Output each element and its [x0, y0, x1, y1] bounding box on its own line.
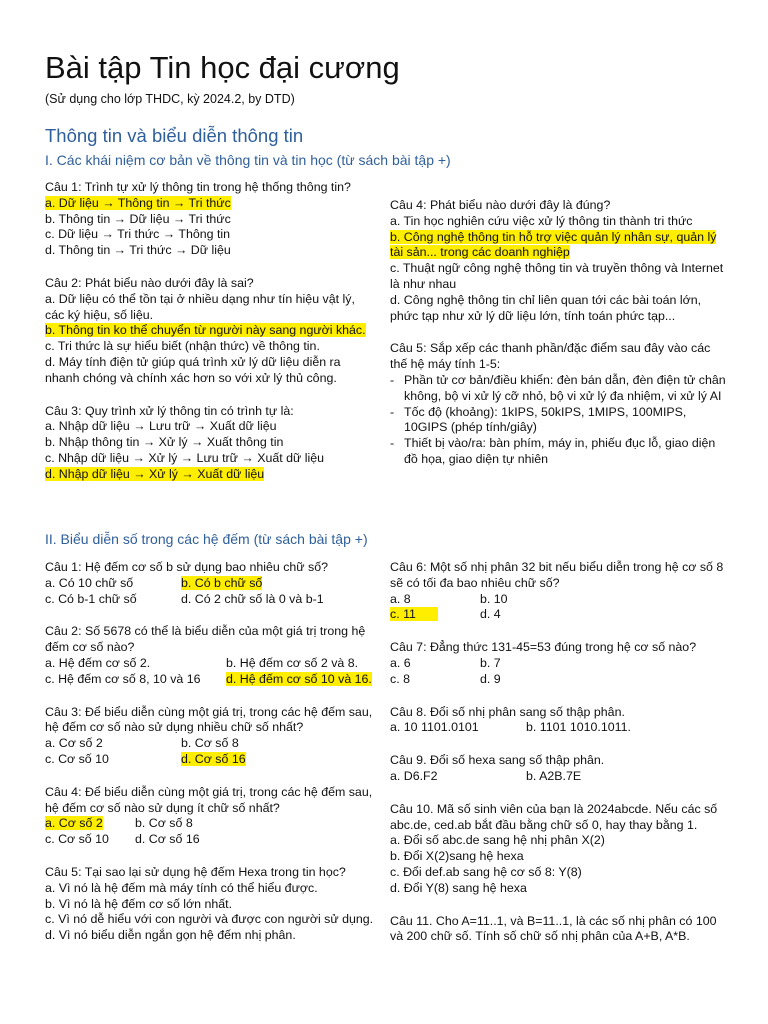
answer-option: c. Vì nó dễ hiểu với con người và được con người sử dụng. — [45, 912, 374, 927]
answer-option: a. Vì nó là hệ đếm mà máy tính có thể hiểu được. — [45, 880, 318, 895]
answer-option: d. Đổi Y(8) sang hệ hexa — [390, 880, 527, 895]
section1-right-column — [390, 198, 730, 485]
answer-option: b. Hệ đếm cơ số 2 và 8. — [226, 655, 359, 670]
answer-highlighted: a. Cơ số 2 — [45, 816, 103, 831]
bullet-text: Tốc độ (khoảng): 1kIPS, 50kIPS, 1MIPS, 100MIPS, 10GIPS (phép tính/giây) — [404, 404, 687, 435]
answer-option: d. Cơ số 16 — [135, 832, 200, 847]
answer-option: d. Vì nó biểu diễn ngắn gọn hệ đếm nhị phân. — [45, 928, 296, 943]
section-heading: Thông tin và biểu diễn thông tin — [45, 125, 304, 146]
answer-option: c. Có b-1 chữ số — [45, 591, 137, 606]
answer-highlighted: b. Có b chữ số — [181, 575, 263, 590]
question-1 — [45, 180, 375, 259]
question-text: Câu 5: Tại sao lại sử dụng hệ đếm Hexa trong tin học? — [45, 864, 346, 879]
answer-option: b. Cơ số 8 — [181, 736, 239, 751]
answer-option: b. 1101 1010.1011. — [526, 720, 631, 735]
question-text: Câu 5: Sắp xếp các thanh phần/đặc điểm sau đây vào các thế hệ máy tính 1-5: — [390, 341, 711, 372]
question-n8 — [390, 705, 730, 737]
page-title: Bài tập Tin học đại cương — [45, 50, 400, 85]
question-n11 — [390, 914, 730, 946]
bullet-item — [390, 436, 730, 468]
question-n2 — [45, 624, 380, 687]
answer-highlighted: a. Dữ liệu → Thông tin → Tri thức — [45, 195, 231, 210]
answer-option: b. A2B.7E — [526, 768, 582, 783]
question-n1 — [45, 560, 380, 607]
page-subtitle: (Sử dụng cho lớp THDC, kỳ 2024.2, by DTD) — [45, 92, 295, 106]
question-4 — [390, 198, 730, 324]
question-text: Câu 11. Cho A=11..1, và B=11..1, là các số nhị phân có 100 và 200 chữ số. Tính số chữ số nhị phân của A+B, A*B. — [390, 913, 717, 944]
answer-option: a. Tin học nghiên cứu việc xử lý thông tin thành tri thức — [390, 213, 693, 228]
question-n3 — [45, 705, 380, 768]
bullet-item — [390, 405, 730, 437]
answer-highlighted: b. Thông tin ko thể chuyển từ người này sang người khác. — [45, 323, 366, 338]
answer-option: c. Đổi def.ab sang hệ cơ số 8: Y(8) — [390, 864, 582, 879]
question-n7 — [390, 640, 730, 687]
question-text: Câu 2: Số 5678 có thể là biểu diễn của một giá trị trong hệ đếm cơ số nào? — [45, 624, 366, 655]
question-text: Câu 4: Phát biểu nào dưới đây là đúng? — [390, 198, 611, 212]
section1-subheading: I. Các khái niệm cơ bản về thông tin và tin học (từ sách bài tập +) — [45, 152, 451, 168]
question-text: Câu 10. Mã số sinh viên của bạn là 2024abcde. Nếu các số abc.de, ced.ab bắt đầu bằng chữ số 0, hay thay bằng 1. — [390, 801, 718, 832]
bullet-dash: - — [390, 436, 395, 451]
answer-option: d. Có 2 chữ số là 0 và b-1 — [181, 591, 324, 606]
section2-left-column — [45, 560, 380, 961]
answer-option: a. D6.F2 — [390, 768, 438, 783]
section1-left-column — [45, 180, 375, 500]
answer-option: a. Hệ đếm cơ số 2. — [45, 655, 151, 670]
question-3 — [45, 404, 375, 483]
answer-option: c. 8 — [390, 671, 410, 686]
bullet-dash: - — [390, 372, 395, 387]
answer-option: b. 7 — [480, 655, 501, 670]
bullet-dash: - — [390, 404, 395, 419]
answer-option: c. Nhập dữ liệu → Xử lý → Lưu trữ → Xuất dữ liệu — [45, 450, 325, 465]
answer-option: a. Có 10 chữ số — [45, 575, 134, 590]
answer-option: b. Cơ số 8 — [135, 816, 193, 831]
question-text: Câu 3: Quy trình xử lý thông tin có trình tự là: — [45, 403, 294, 418]
question-text: Câu 7: Đẳng thức 131-45=53 đúng trong hệ cơ số nào? — [390, 640, 697, 655]
answer-option: c. Tri thức là sự hiểu biết (nhận thức) về thông tin. — [45, 339, 320, 354]
bullet-item — [390, 373, 730, 405]
question-text: Câu 9. Đổi số hexa sang số thập phân. — [390, 753, 605, 768]
answer-option: b. Đổi X(2)sang hệ hexa — [390, 849, 524, 864]
answer-option: a. Nhập dữ liệu → Lưu trữ → Xuất dữ liệu — [45, 419, 277, 434]
question-2 — [45, 276, 375, 387]
answer-highlighted: b. Công nghệ thông tin hỗ trợ việc quản lý nhân sự, quản lý tài sản... trong các doanh nghiệp — [390, 229, 717, 260]
answer-option: a. Đổi số abc.de sang hệ nhị phân X(2) — [390, 833, 605, 848]
question-n10 — [390, 802, 730, 897]
bullet-text: Thiết bị vào/ra: bàn phím, máy in, phiếu đục lỗ, giao diện đồ họa, giao diện tự nhiên — [404, 436, 716, 466]
answer-highlighted: d. Nhập dữ liệu → Xử lý → Xuất dữ liệu — [45, 466, 265, 481]
answer-option: c. Cơ số 10 — [45, 751, 109, 766]
section2-subheading: II. Biểu diễn số trong các hệ đếm (từ sách bài tập +) — [45, 531, 368, 547]
question-text: Câu 2: Phát biểu nào dưới đây là sai? — [45, 275, 254, 290]
question-text: Câu 1: Trình tự xử lý thông tin trong hệ thống thông tin? — [45, 180, 351, 194]
answer-option: a. 10 1101.0101 — [390, 720, 479, 735]
answer-option: d. 9 — [480, 671, 501, 686]
answer-option: c. Thuật ngữ công nghệ thông tin và truyền thông và Internet là như nhau — [390, 261, 724, 291]
question-text: Câu 8. Đổi số nhị phân sang số thập phân. — [390, 704, 625, 719]
question-n4 — [45, 785, 380, 848]
question-5 — [390, 341, 730, 467]
answer-option: d. 4 — [480, 607, 501, 622]
question-n5 — [45, 865, 380, 944]
answer-option: d. Máy tính điện tử giúp quá trình xử lý dữ liệu diễn ra nhanh chóng và chính xác hơn so với xử lý thủ công. — [45, 354, 341, 385]
answer-option: a. Cơ số 2 — [45, 736, 103, 751]
answer-option: d. Công nghệ thông tin chỉ liên quan tới các bài toán lớn, phức tạp như xử lý dữ liệu lớn, tính toán phức tạp... — [390, 292, 702, 323]
answer-option: c. Hệ đếm cơ số 8, 10 và 16 — [45, 671, 201, 686]
question-n6 — [390, 560, 730, 623]
answer-option: c. Dữ liệu → Tri thức → Thông tin — [45, 227, 231, 242]
answer-option: a. 8 — [390, 591, 411, 606]
answer-option: b. Nhập thông tin → Xử lý → Xuất thông tin — [45, 435, 284, 450]
question-text: Câu 3: Để biểu diễn cùng một giá trị, trong các hệ đếm sau, hệ đếm cơ số nào sử dụng nhiều chữ số nhất? — [45, 704, 373, 735]
question-n9 — [390, 753, 730, 785]
bullet-text: Phần tử cơ bản/điều khiển: đèn bán dẫn, đèn điện tử chân không, bộ vi xử lý cỡ nhỏ, bộ vi xử lý đa nhiệm, vi xử lý AI — [404, 372, 726, 403]
answer-option: c. Cơ số 10 — [45, 832, 109, 847]
answer-option: a. 6 — [390, 655, 411, 670]
answer-option: d. Thông tin → Tri thức → Dữ liệu — [45, 243, 231, 258]
question-text: Câu 6: Một số nhị phân 32 bit nếu biểu diễn trong hệ cơ số 8 sẽ có tối đa bao nhiêu chữ số? — [390, 560, 724, 590]
answer-highlighted: c. 11 — [390, 607, 438, 621]
question-text: Câu 1: Hệ đếm cơ số b sử dụng bao nhiêu chữ số? — [45, 560, 329, 574]
answer-option: b. 10 — [480, 591, 508, 606]
answer-highlighted: d. Cơ số 16 — [181, 751, 246, 766]
answer-option: b. Vì nó là hệ đếm cơ số lớn nhất. — [45, 896, 233, 911]
answer-option: a. Dữ liệu có thể tồn tại ở nhiều dạng như tín hiệu vật lý, các ký hiệu, số liệu. — [45, 291, 355, 322]
answer-option: b. Thông tin → Dữ liệu → Tri thức — [45, 211, 231, 226]
section2-right-column — [390, 560, 730, 962]
answer-highlighted: d. Hệ đếm cơ số 10 và 16. — [226, 671, 372, 686]
question-text: Câu 4: Để biểu diễn cùng một giá trị, trong các hệ đếm sau, hệ đếm cơ số nào sử dụng ít chữ số nhất? — [45, 784, 373, 815]
